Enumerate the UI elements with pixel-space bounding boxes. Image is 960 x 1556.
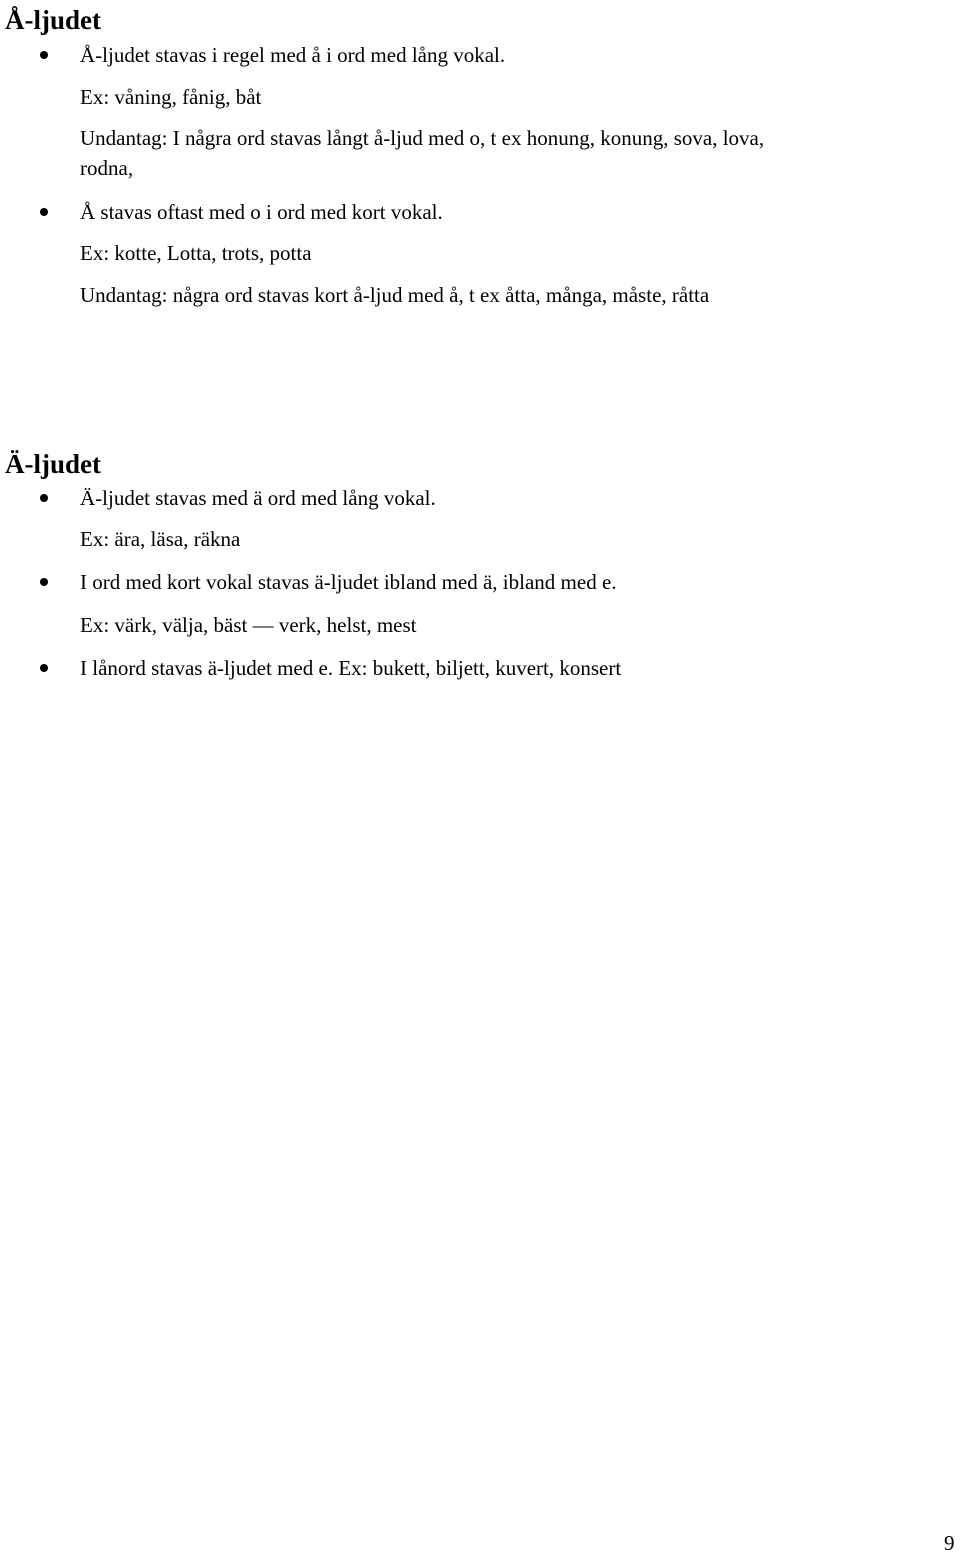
bullet-icon <box>40 664 48 672</box>
rule-text: I ord med kort vokal stavas ä-ljudet ibland med ä, ibland med e. <box>80 570 617 594</box>
example-text: Ex: våning, fånig, båt <box>80 85 262 109</box>
rule-text: I lånord stavas ä-ljudet med e. Ex: bukett, biljett, kuvert, konsert <box>80 656 622 680</box>
section-heading-a-ring: Å-ljudet <box>5 5 101 35</box>
example-text: Ex: värk, välja, bäst — verk, helst, mest <box>80 613 417 637</box>
bullet-icon <box>40 208 48 216</box>
exception-text-continued: rodna, <box>80 156 134 180</box>
bullet-icon <box>40 494 48 502</box>
rule-text: Å stavas oftast med o i ord med kort vokal. <box>80 200 443 224</box>
rule-text: Å-ljudet stavas i regel med å i ord med lång vokal. <box>80 43 506 67</box>
page-number: 9 <box>944 1531 955 1555</box>
example-text: Ex: ära, läsa, räkna <box>80 527 241 551</box>
exception-text: Undantag: I några ord stavas långt å-ljud med o, t ex honung, konung, sova, lova, <box>80 126 765 150</box>
section-heading-a-umlaut: Ä-ljudet <box>5 449 101 479</box>
bullet-icon <box>40 51 48 59</box>
exception-text: Undantag: några ord stavas kort å-ljud med å, t ex åtta, många, måste, råtta <box>80 283 710 307</box>
bullet-icon <box>40 578 48 586</box>
rule-text: Ä-ljudet stavas med ä ord med lång vokal. <box>80 486 436 510</box>
example-text: Ex: kotte, Lotta, trots, potta <box>80 241 312 265</box>
